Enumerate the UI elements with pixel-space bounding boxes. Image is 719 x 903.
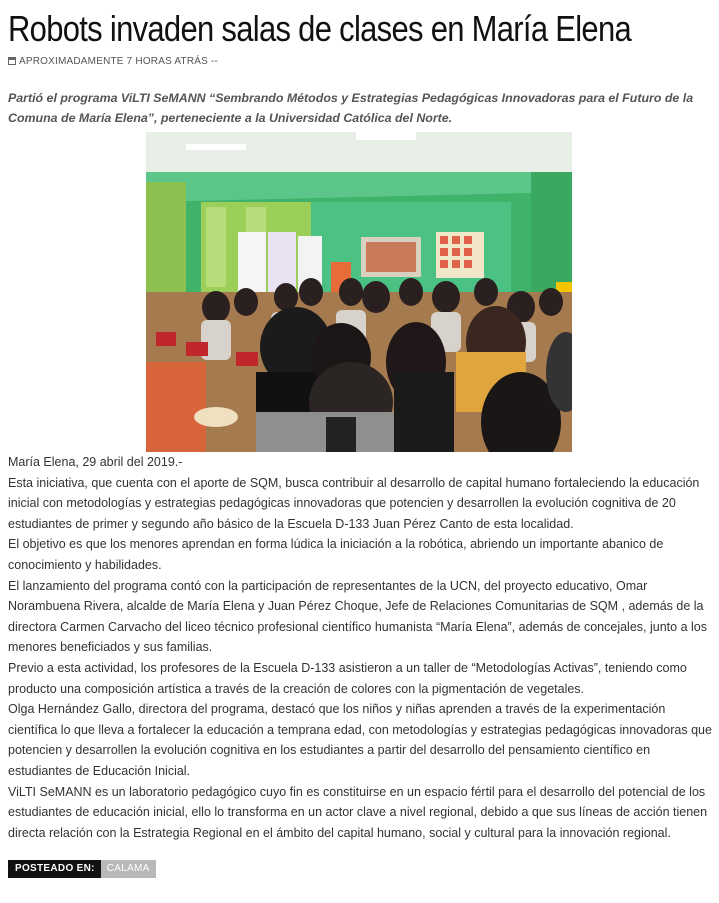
- article: [8, 0, 714, 843]
- article-paragraph: El objetivo es que los menores aprendan en forma lúdica la iniciación a la robótica, abriendo un importante abanico de conocimiento y habilidades.: [8, 537, 664, 572]
- article-paragraph: ViLTI SeMANN es un laboratorio pedagógico cuyo fin es constituirse en un espacio fértil para el desarrollo del potencial de los estudiantes de educación inicial, ello lo transforma en un actor clave a nivel regional, debido a que sus líneas de acción tienen directa relación con la Estrategia Regional en el ámbito del capital humano, social y cultural para la innovación regional.: [8, 784, 708, 840]
- article-paragraph: El lanzamiento del programa contó con la participación de representantes de la UCN, del proyecto educativo, Omar Norambuena Rivera, alcalde de María Elena y Juan Pérez Choque, Jefe de Relaciones Comunitarias de SQM , además de la directora Carmen Carvacho del liceo técnico profesional científico humanista “María Elena”, además de concejales, junto a los menores beneficiados y sus familias.: [8, 578, 707, 655]
- classroom-photo: [146, 132, 572, 452]
- post-time: APROXIMADAMENTE 7 HORAS ATRÁS --: [19, 55, 219, 67]
- post-meta: [8, 54, 714, 68]
- article-body: [8, 452, 714, 843]
- article-paragraph: María Elena, 29 abril del 2019.-: [8, 455, 183, 469]
- article-photo[interactable]: [146, 132, 572, 452]
- article-title: Robots invaden salas de clases en María Elena: [8, 8, 632, 49]
- post-tags: [8, 860, 156, 878]
- calendar-icon: [8, 57, 16, 65]
- category-tag-link[interactable]: CALAMA: [101, 860, 156, 878]
- article-paragraph: Olga Hernández Gallo, directora del programa, destacó que los niños y niñas aprenden a través de la experimentación científica lo que lleva a fortalecer la educación a temprana edad, con metodologías y estrategias pedagógicas innovadoras que potencien y desarrollen la evolución cognitiva en los estudiantes a partir del desarrollo del pensamiento científico en estudiantes de Educación Inicial.: [8, 702, 712, 778]
- posted-in-label: POSTEADO EN:: [8, 860, 101, 878]
- article-paragraph: Esta iniciativa, que cuenta con el aporte de SQM, busca contribuir al desarrollo de capital humano fortaleciendo la educación inicial con metodologías y estrategias pedagógicas innovadoras que potencien y desarrollen la evolución cognitiva de 20 estudiantes de primer y segundo año básico de la Escuela D-133 Juan Pérez Canto de esta localidad.: [8, 475, 700, 531]
- article-paragraph: Previo a esta actividad, los profesores de la Escuela D-133 asistieron a un taller de “Metodologías Activas”, teniendo como producto una composición artística a través de la creación de colores con la pigmentación de vegetales.: [8, 660, 687, 696]
- article-lead: Partió el programa ViLTI SeMANN “Sembrando Métodos y Estrategias Pedagógicas Innovadoras para el Futuro de la Comuna de María Elena”, perteneciente a la Universidad Católica del Norte.: [8, 91, 694, 125]
